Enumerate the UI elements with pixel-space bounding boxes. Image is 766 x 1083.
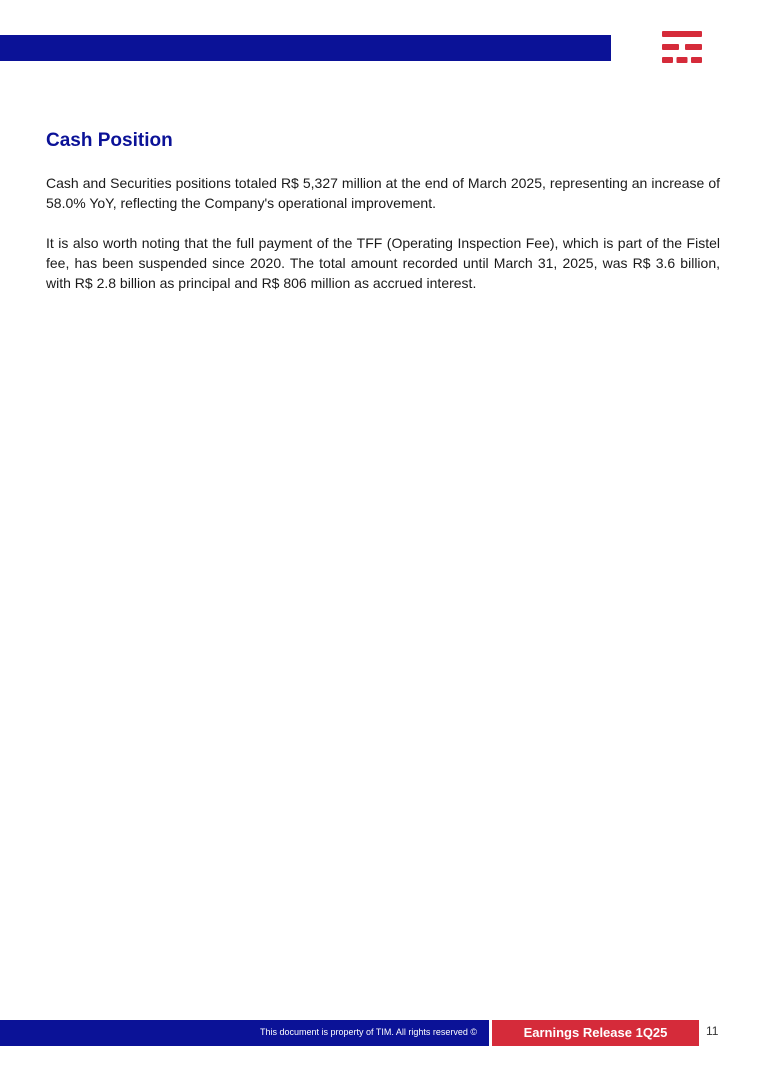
page-number: 11 [706,1024,719,1038]
paragraph-tff-fee: It is also worth noting that the full payment of the TFF (Operating Inspection Fee), which is part of the Fistel fee, has been suspended since 2020. The total amount recorded until March 31, 2025, was R$ 3.6 billion, with R$ 2.8 billion as principal and R$ 806 million as accrued interest. [46,235,720,291]
earnings-release-label: Earnings Release 1Q25 [492,1020,699,1046]
tim-logo-icon [662,31,702,64]
header-bar [0,35,611,61]
copyright-note: This document is property of TIM. All rights reserved © [259,1027,477,1037]
paragraph-cash-securities: Cash and Securities positions totaled R$ 5,327 million at the end of March 2025, representing an increase of 58.0% YoY, reflecting the Company's operational improvement. [46,175,720,211]
section-title: Cash Position [46,130,173,151]
footer-bar [0,1020,489,1046]
